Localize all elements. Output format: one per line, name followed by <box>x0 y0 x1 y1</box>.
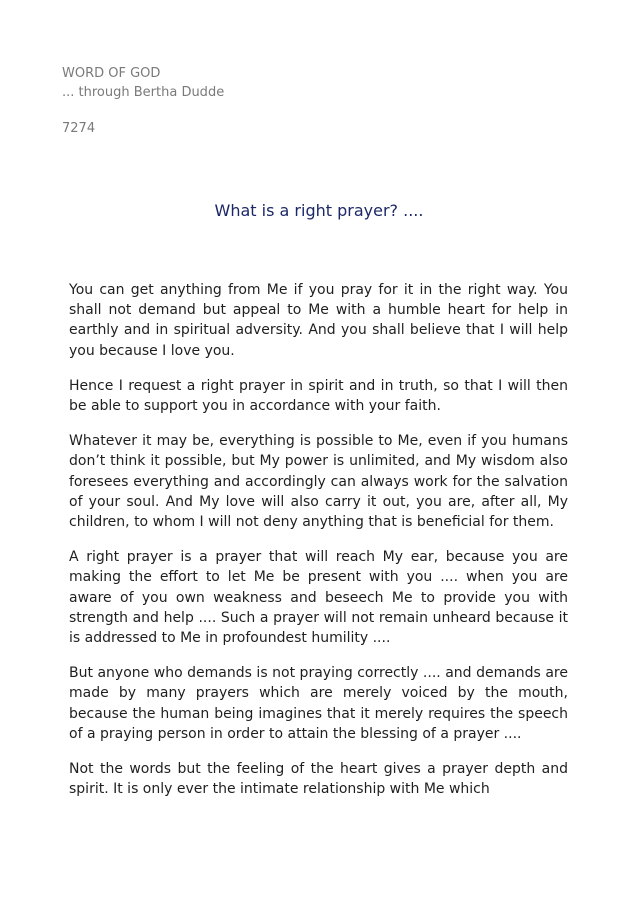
body-text <box>69 280 568 814</box>
paragraph: A right prayer is a prayer that will reach My ear, because you are making the effort to let Me be present with you .... when you are aware of you own weakness and beseech Me to provide you with strength and help .... Such a prayer will not remain unheard because it is addressed to Me in profoundest humility .... <box>69 549 568 647</box>
document-number: 7274 <box>62 121 96 136</box>
paragraph: You can get anything from Me if you pray for it in the right way. You shall not demand but appeal to Me with a humble heart for help in earthly and in spiritual adversity. And you shall believe that I will help you because I love you. <box>69 282 568 359</box>
paragraph: Whatever it may be, everything is possible to Me, even if you humans don’t think it possible, but My power is unlimited, and My wisdom also foresees everything and accordingly can always work for the salvation of your soul. And My love will also carry it out, you are, after all, My children, to whom I will not deny anything that is beneficial for them. <box>69 433 568 531</box>
header-author-line: ... through Bertha Dudde <box>62 85 225 100</box>
paragraph: But anyone who demands is not praying correctly .... and demands are made by many prayers which are merely voiced by the mouth, because the human being imagines that it merely requires the speech of a praying person in order to attain the blessing of a prayer .... <box>69 665 568 742</box>
document-header <box>62 64 224 102</box>
paragraph: Hence I request a right prayer in spirit and in truth, so that I will then be able to support you in accordance with your faith. <box>69 377 568 415</box>
header-series-title: WORD OF GOD <box>62 66 161 81</box>
paragraph: Not the words but the feeling of the heart gives a prayer depth and spirit. It is only ever the intimate relationship with Me which <box>69 761 568 798</box>
page-title: What is a right prayer? .... <box>214 201 424 220</box>
